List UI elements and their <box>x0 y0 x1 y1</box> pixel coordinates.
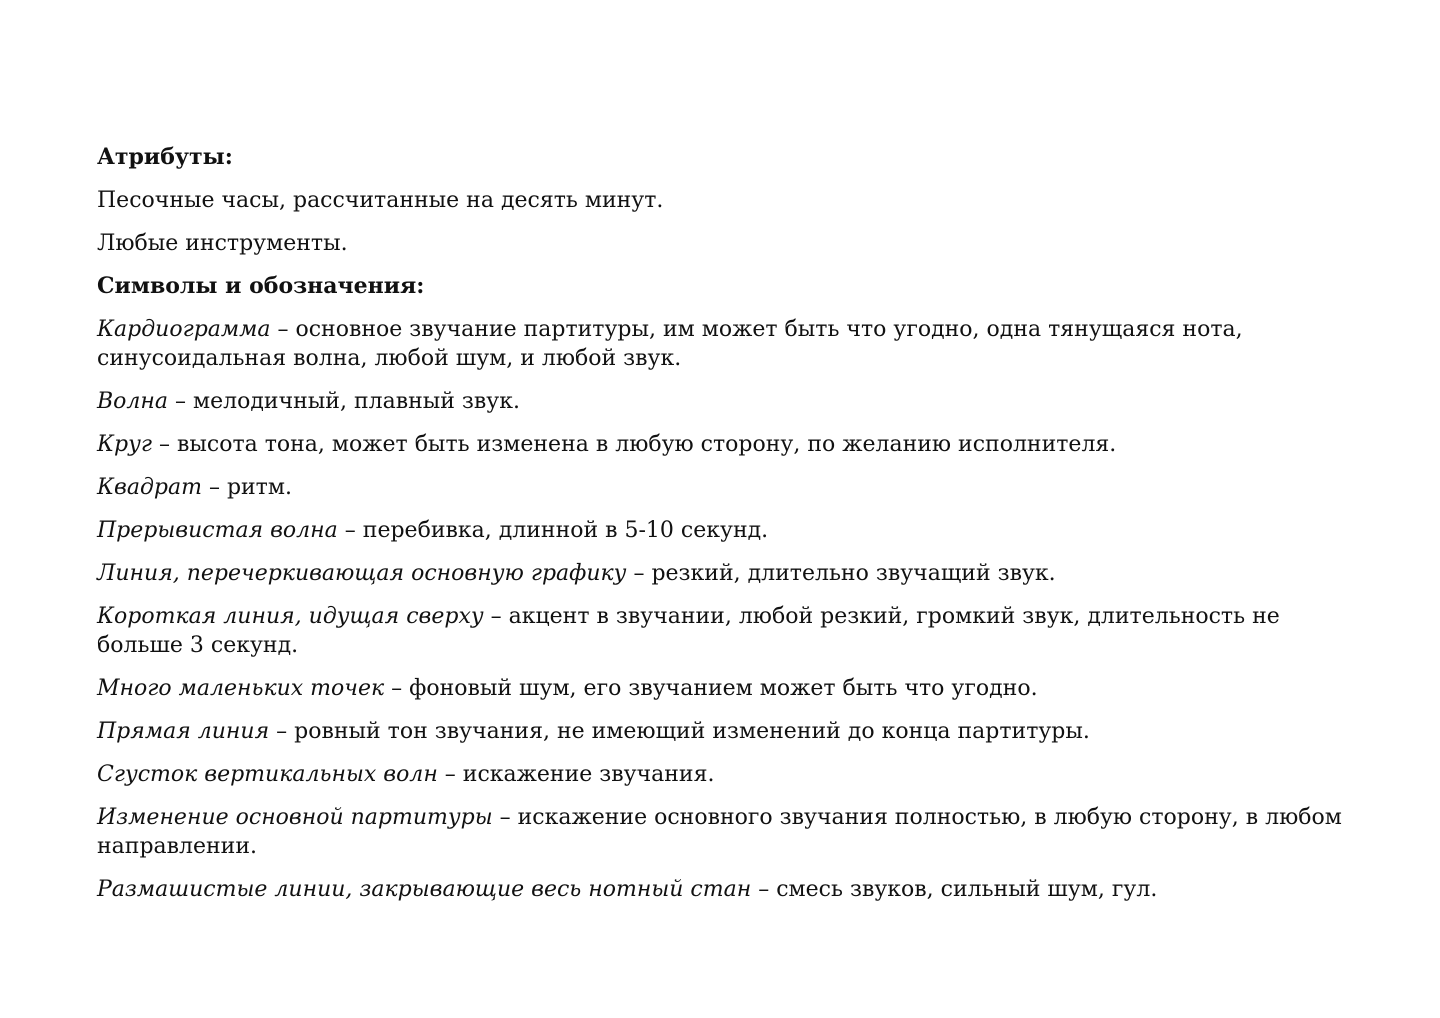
symbol-term: Круг <box>97 432 152 457</box>
symbol-description: – ровный тон звучания, не имеющий изменений до конца партитуры. <box>269 719 1090 744</box>
symbol-item <box>97 717 1357 746</box>
symbol-term: Короткая линия, идущая сверху <box>97 604 484 629</box>
symbol-description: – акцент в звучании, любой резкий, громкий звук, длительность не больше 3 секунд. <box>97 604 1280 658</box>
symbol-item <box>97 674 1357 703</box>
symbol-description: – мелодичный, плавный звук. <box>168 389 520 414</box>
attribute-item: Песочные часы, рассчитанные на десять минут. <box>97 188 664 213</box>
symbol-term: Изменение основной партитуры <box>97 805 493 830</box>
symbol-description: – резкий, длительно звучащий звук. <box>626 561 1056 586</box>
symbol-term: Волна <box>97 389 169 414</box>
symbol-description: – ритм. <box>201 475 292 500</box>
document-page <box>97 143 1357 918</box>
attributes-heading: Атрибуты: <box>97 144 233 170</box>
symbols-heading: Символы и обозначения: <box>97 273 425 299</box>
attribute-item: Любые инструменты. <box>97 231 348 256</box>
symbol-description: – основное звучание партитуры, им может быть что угодно, одна тянущаяся нота, синусоидальная волна, любой шум, и любой звук. <box>97 317 1243 371</box>
symbol-item <box>97 315 1357 373</box>
symbol-description: – смесь звуков, сильный шум, гул. <box>751 877 1158 902</box>
symbol-term: Квадрат <box>97 475 202 500</box>
symbol-item <box>97 875 1357 904</box>
symbol-term: Линия, перечеркивающая основную графику <box>97 561 627 586</box>
symbol-term: Сгусток вертикальных волн <box>97 762 438 787</box>
symbol-item <box>97 516 1357 545</box>
symbol-item <box>97 803 1357 861</box>
symbol-item <box>97 760 1357 789</box>
symbol-term: Размашистые линии, закрывающие весь нотный стан <box>97 877 752 902</box>
symbol-description: – высота тона, может быть изменена в любую сторону, по желанию исполнителя. <box>152 432 1117 457</box>
symbol-description: – перебивка, длинной в 5-10 секунд. <box>337 518 769 543</box>
symbol-item <box>97 473 1357 502</box>
symbol-item <box>97 387 1357 416</box>
symbol-description: – искажение основного звучания полностью, в любую сторону, в любом направлении. <box>97 805 1342 859</box>
symbol-item <box>97 559 1357 588</box>
symbol-term: Прерывистая волна <box>97 518 338 543</box>
symbol-term: Много маленьких точек <box>97 676 385 701</box>
symbol-item <box>97 430 1357 459</box>
symbol-item <box>97 602 1357 660</box>
symbol-term: Прямая линия <box>97 719 270 744</box>
symbol-term: Кардиограмма <box>97 317 271 342</box>
symbol-description: – фоновый шум, его звучанием может быть что угодно. <box>384 676 1038 701</box>
symbol-description: – искажение звучания. <box>437 762 715 787</box>
